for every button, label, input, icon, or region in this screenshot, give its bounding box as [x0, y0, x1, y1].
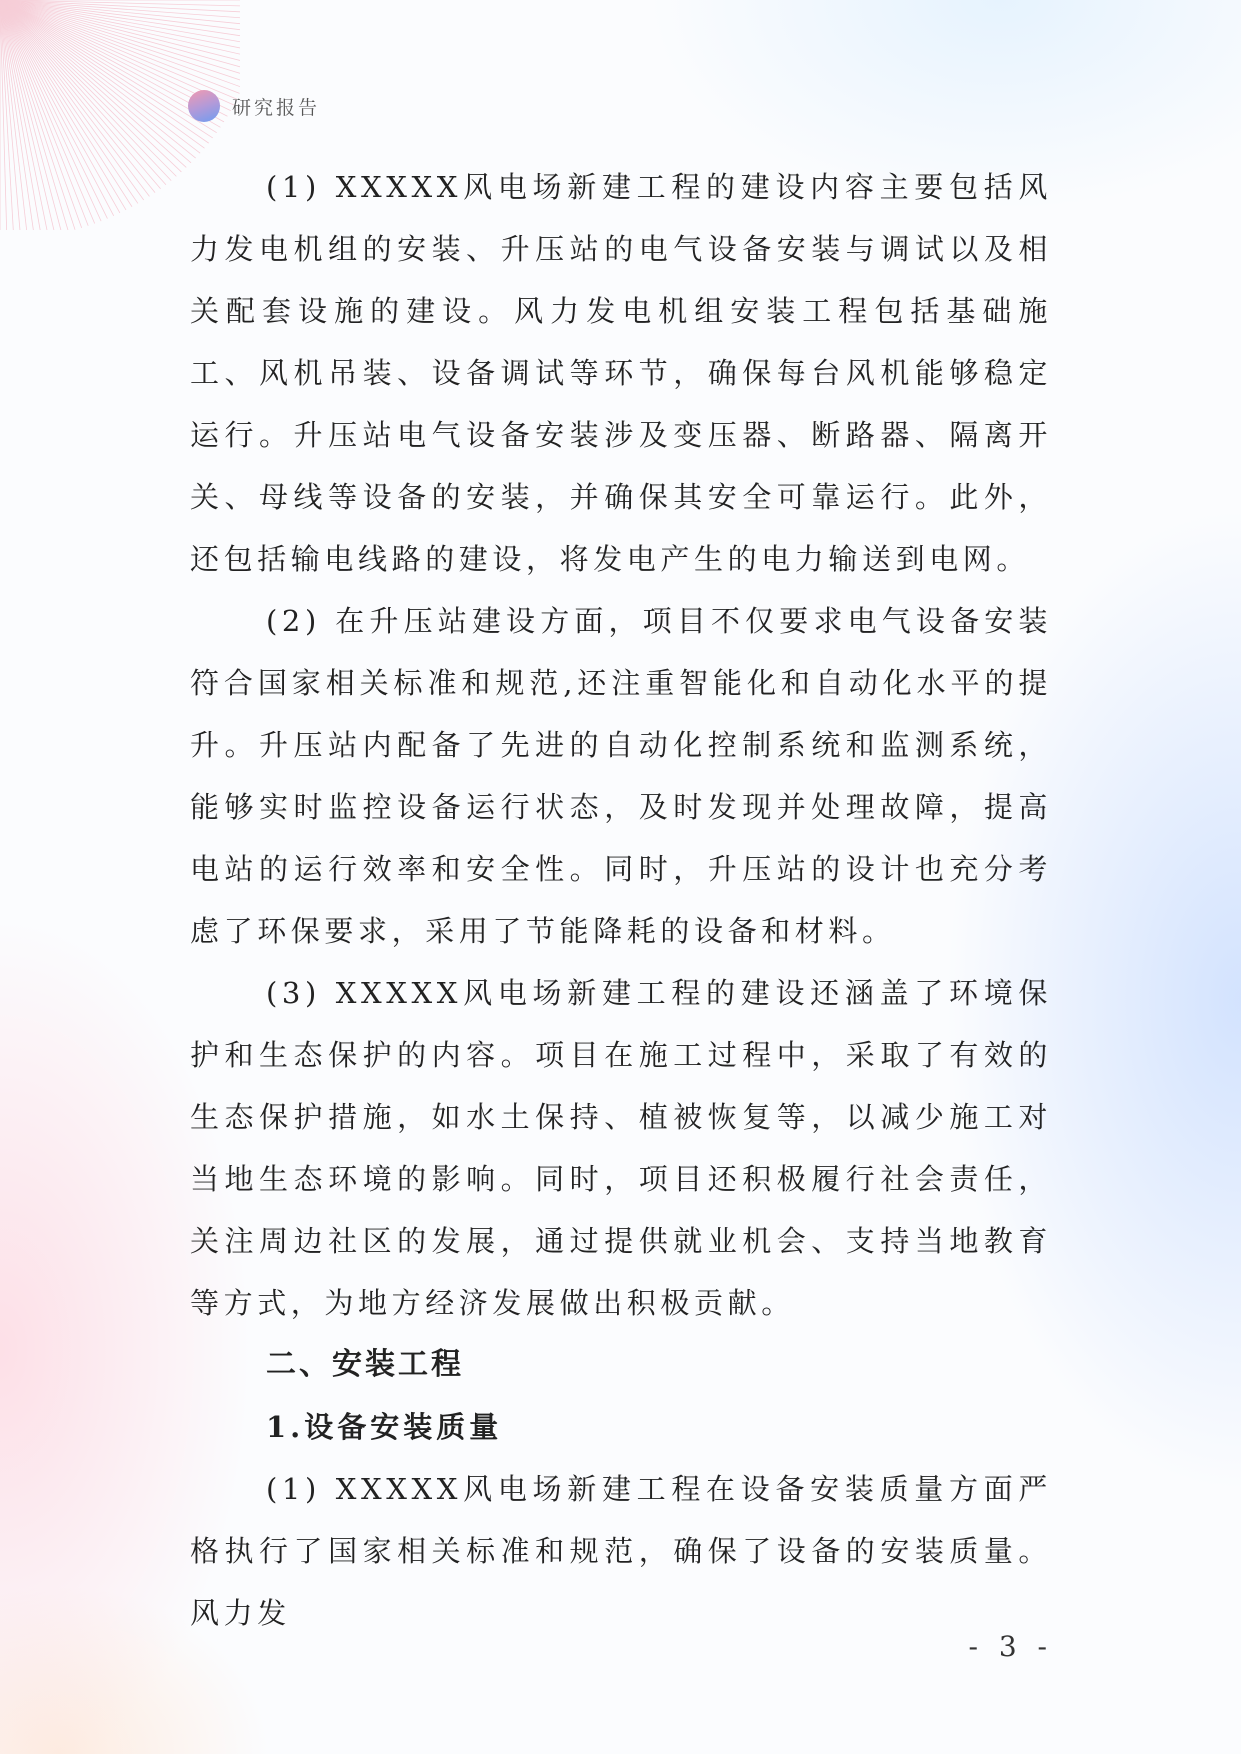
paragraph-3: (3) XXXXX风电场新建工程的建设还涵盖了环境保护和生态保护的内容。项目在施工过程中，采取了有效的生态保护措施，如水土保持、植被恢复等，以减少施工对当地生态环境的影响。同时，项目还积极履行社会责任，关注周边社区的发展，通过提供就业机会、支持当地教育等方式，为地方经济发展做出积极贡献。	[190, 976, 1052, 1320]
document-body	[190, 156, 1052, 1644]
section-heading: 二、安装工程	[266, 1347, 464, 1382]
logo-circle-icon	[188, 90, 220, 122]
paragraph-2: (2) 在升压站建设方面，项目不仅要求电气设备安装符合国家相关标准和规范,还注重智能化和自动化水平的提升。升压站内配备了先进的自动化控制系统和监测系统，能够实时监控设备运行状态，及时发现并处理故障，提高电站的运行效率和安全性。同时，升压站的设计也充分考虑了环保要求，采用了节能降耗的设备和材料。	[190, 604, 1052, 948]
subsection-heading: 1.设备安装质量	[266, 1410, 503, 1444]
report-header	[188, 88, 320, 124]
paragraph-4: (1) XXXXX风电场新建工程在设备安装质量方面严格执行了国家相关标准和规范，确保了设备的安装质量。风力发	[190, 1472, 1052, 1630]
paragraph-1: (1) XXXXX风电场新建工程的建设内容主要包括风力发电机组的安装、升压站的电气设备安装与调试以及相关配套设施的建设。风力发电机组安装工程包括基础施工、风机吊装、设备调试等环节，确保每台风机能够稳定运行。升压站电气设备安装涉及变压器、断路器、隔离开关、母线等设备的安装，并确保其安全可靠运行。此外，还包括输电线路的建设，将发电产生的电力输送到电网。	[190, 170, 1052, 576]
page-number: - 3 -	[968, 1630, 1053, 1663]
header-title: 研究报告	[232, 96, 321, 119]
